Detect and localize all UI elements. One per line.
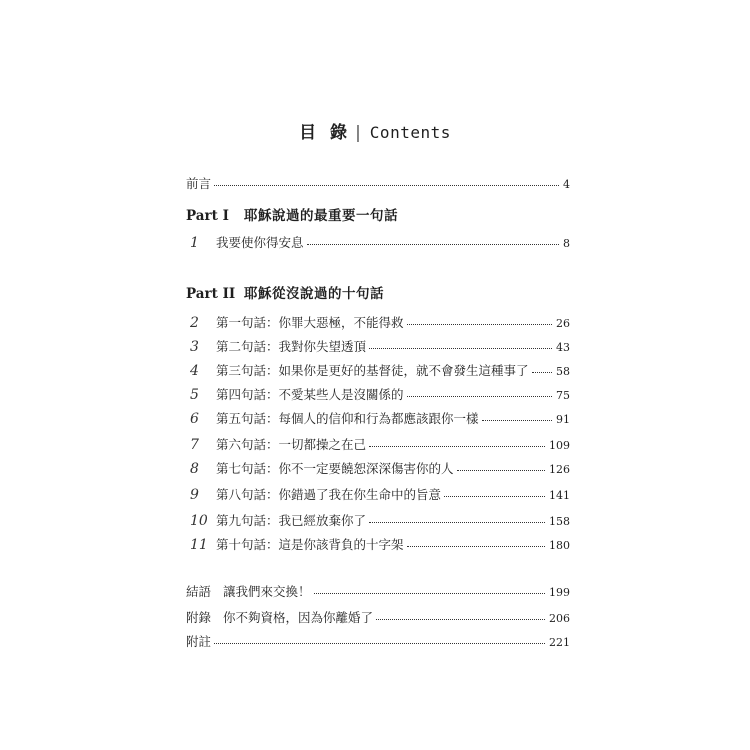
entry-page: 75 (556, 389, 570, 402)
title-chinese: 目 錄 (299, 123, 352, 143)
entry-page: 4 (563, 178, 570, 191)
entry-page: 206 (549, 612, 570, 625)
toc-entry-9[interactable] (186, 488, 570, 502)
toc-entry-2[interactable] (186, 316, 570, 330)
entry-page: 26 (556, 317, 570, 330)
chapter-number: 4 (190, 363, 199, 379)
part-heading-2 (186, 282, 384, 302)
chapter-number: 2 (190, 315, 199, 331)
dot-leader (369, 446, 545, 447)
dot-leader (407, 396, 552, 397)
part-title: 耶穌說過的最重要一句話 (244, 208, 398, 224)
entry-page: 221 (549, 636, 570, 649)
chapter-number: 9 (190, 487, 199, 503)
dot-leader (482, 420, 552, 421)
dot-leader (407, 546, 545, 547)
entry-label: 第七句話：你不一定要饒恕深深傷害你的人 (216, 461, 454, 476)
toc-entry-conclusion[interactable] (186, 586, 570, 599)
entry-page: 180 (549, 539, 570, 552)
entry-label: 第八句話：你錯過了我在你生命中的旨意 (216, 487, 442, 502)
toc-entry-5[interactable] (186, 388, 570, 402)
entry-page: 141 (549, 489, 570, 502)
part-title: 耶穌從沒說過的十句話 (244, 286, 384, 302)
dot-leader (532, 372, 552, 373)
entry-page: 199 (549, 586, 570, 599)
entry-label: 第二句話：我對你失望透頂 (216, 339, 367, 354)
entry-label: 第十句話：這是你該背負的十字架 (216, 537, 404, 552)
entry-label: 前言 (186, 176, 212, 191)
chapter-number: 7 (190, 437, 199, 453)
entry-page: 58 (556, 365, 570, 378)
dot-leader (214, 185, 559, 186)
chapter-number: 8 (190, 461, 199, 477)
dot-leader (407, 324, 552, 325)
entry-label: 第九句話：我已經放棄你了 (216, 513, 367, 528)
toc-entry-11[interactable] (186, 538, 570, 552)
chapter-number: 11 (190, 537, 208, 553)
chapter-number: 3 (190, 339, 199, 355)
entry-page: 8 (563, 237, 570, 250)
entry-label: 我要使你得安息 (216, 235, 304, 250)
entry-page: 91 (556, 413, 570, 426)
title-english: Contents (369, 123, 451, 142)
entry-label: 第五句話：每個人的信仰和行為都應該跟你一樣 (216, 411, 479, 426)
entry-label: 第四句話：不愛某些人是沒關係的 (216, 387, 404, 402)
chapter-number: 1 (190, 235, 199, 251)
entry-page: 109 (549, 439, 570, 452)
toc-entry-6[interactable] (186, 412, 570, 426)
entry-prefix: 附註 (186, 634, 212, 649)
dot-leader (444, 496, 545, 497)
title-separator: | (355, 123, 362, 143)
entry-page: 126 (549, 463, 570, 476)
dot-leader (307, 244, 559, 245)
part-label: Part II (186, 286, 236, 302)
toc-entry-preface[interactable] (186, 178, 570, 191)
dot-leader (314, 593, 545, 594)
entry-label: 讓我們來交換！ (223, 584, 311, 599)
toc-entry-notes[interactable] (186, 636, 570, 649)
toc-entry-7[interactable] (186, 438, 570, 452)
toc-entry-8[interactable] (186, 462, 570, 476)
entry-prefix: 附錄 (186, 610, 212, 625)
dot-leader (369, 522, 545, 523)
toc-entry-10[interactable] (186, 514, 570, 528)
entry-label: 第三句話：如果你是更好的基督徒，就不會發生這種事了 (216, 363, 529, 378)
chapter-number: 5 (190, 387, 199, 403)
entry-prefix: 結語 (186, 584, 212, 599)
entry-label: 第六句話：一切都操之在己 (216, 437, 367, 452)
entry-label: 第一句話：你罪大惡極，不能得救 (216, 315, 404, 330)
dot-leader (214, 643, 545, 644)
dot-leader (369, 348, 552, 349)
entry-page: 43 (556, 341, 570, 354)
toc-entry-appendix[interactable] (186, 612, 570, 625)
chapter-number: 6 (190, 411, 199, 427)
dot-leader (376, 619, 545, 620)
toc-entry-1[interactable] (186, 236, 570, 250)
part-heading-1 (186, 204, 398, 224)
part-label: Part I (186, 208, 229, 224)
entry-label: 你不夠資格，因為你離婚了 (223, 610, 374, 625)
page-title (0, 118, 750, 143)
toc-entry-4[interactable] (186, 364, 570, 378)
dot-leader (457, 470, 545, 471)
chapter-number: 10 (190, 513, 208, 529)
toc-entry-3[interactable] (186, 340, 570, 354)
entry-page: 158 (549, 515, 570, 528)
